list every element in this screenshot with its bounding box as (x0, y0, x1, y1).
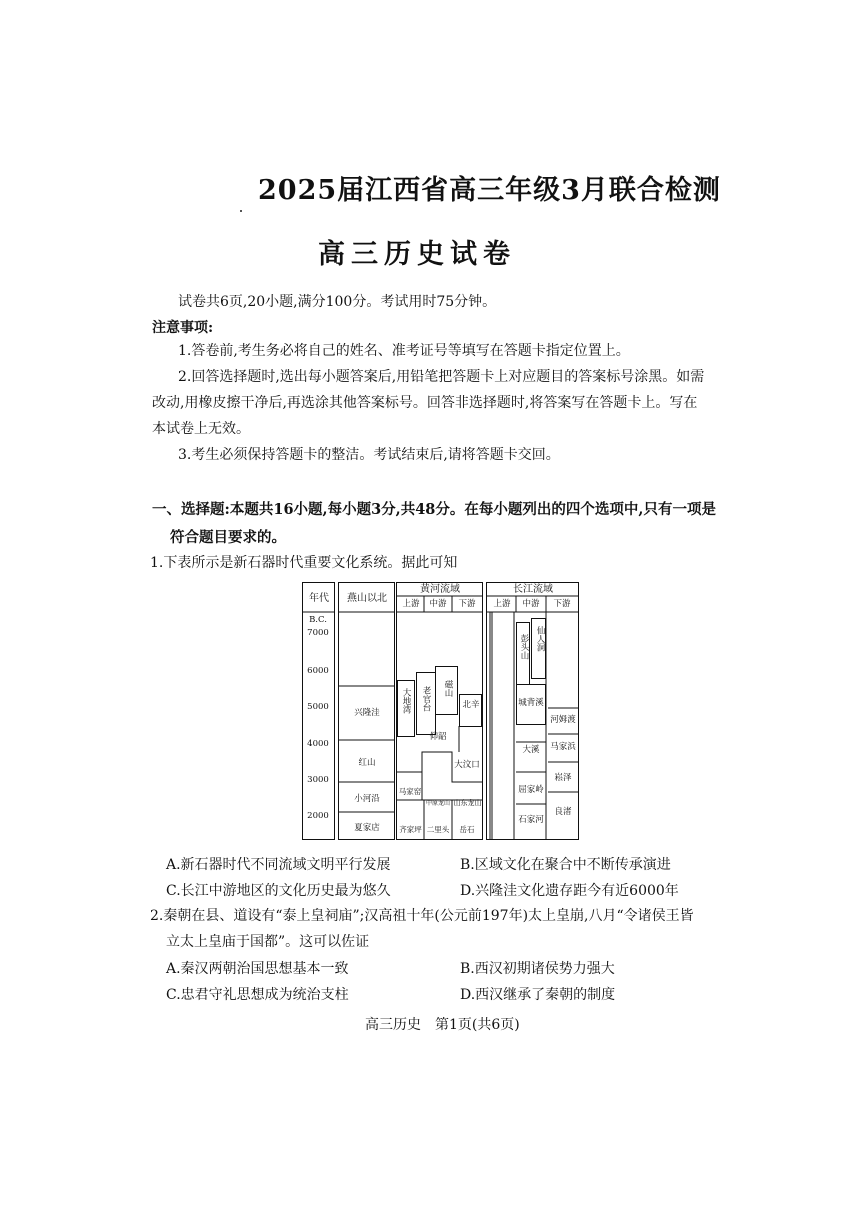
notice-heading: 注意事项: (152, 320, 214, 336)
year-label: 7000 (307, 628, 329, 638)
culture-cell: 城背溪 (518, 698, 544, 708)
culture-cell: 二里头 (426, 825, 450, 834)
exam-title: 2025届江西省高三年级3月联合检测 (258, 175, 721, 206)
yellow-sub-upper: 上游 (402, 599, 420, 609)
culture-cell: 夏家店 (354, 823, 380, 833)
culture-cell: 红山 (358, 758, 376, 768)
culture-cell: 马家窑 (398, 787, 422, 796)
culture-cell: 小河沿 (354, 794, 380, 804)
yangtze-sub-upper: 上游 (493, 599, 511, 609)
notice-item-2-line2: 改动,用橡皮擦干净后,再选涂其他答案标号。回答非选择题时,将答案写在答题卡上。写在 (152, 395, 698, 411)
culture-cell: 仰韶 (429, 732, 447, 742)
q1-option-c: C.长江中游地区的文化历史最为悠久 (166, 883, 391, 899)
culture-cell: 彭头山 (519, 634, 529, 660)
yangtze-sub-lower: 下游 (553, 599, 571, 609)
section-heading-line2: 符合题目要求的。 (170, 529, 286, 546)
culture-cell: 磁山 (443, 680, 453, 697)
yangtze-sub-middle: 中游 (522, 599, 540, 609)
q1-option-d: D.兴隆洼文化遗存距今有近6000年 (460, 883, 679, 899)
table-header-north: 燕山以北 (347, 593, 387, 604)
q1-option-a: A.新石器时代不同流域文明平行发展 (166, 857, 391, 873)
question-2-stem-line1: 2.秦朝在县、道设有“泰上皇祠庙”;汉高祖十年(公元前197年)太上皇崩,八月“令诸侯王皆 (150, 908, 694, 924)
culture-cell: 河姆渡 (550, 715, 576, 725)
table-header-yellow-river: 黄河流域 (420, 584, 460, 595)
question-1-stem: 1.下表所示是新石器时代重要文化系统。据此可知 (150, 555, 458, 571)
notice-item-3: 3.考生必须保持答题卡的整洁。考试结束后,请将答题卡交回。 (178, 447, 560, 463)
year-label: 4000 (307, 739, 329, 749)
q1-option-b: B.区域文化在聚合中不断传承演进 (460, 857, 671, 873)
q2-option-b: B.西汉初期诸侯势力强大 (460, 961, 615, 977)
notice-item-2-line3: 本试卷上无效。 (152, 421, 250, 437)
culture-cell: 老官台 (421, 686, 431, 712)
year-label: 5000 (307, 702, 329, 712)
question-2-stem-line2: 立太上皇庙于国都”。这可以佐证 (166, 934, 370, 950)
culture-cell: 崧泽 (554, 773, 572, 783)
yellow-sub-middle: 中游 (429, 599, 447, 609)
table-header-year: 年代 (309, 593, 329, 604)
culture-cell: 大汶口 (454, 760, 480, 770)
exam-subject: 高三历史试卷 (318, 239, 516, 270)
culture-cell: 仙人洞 (535, 626, 545, 652)
q2-option-a: A.秦汉两朝治国思想基本一致 (166, 961, 349, 977)
exam-intro: 试卷共6页,20小题,满分100分。考试用时75分钟。 (178, 294, 497, 310)
notice-item-1: 1.答卷前,考生务必将自己的姓名、准考证号等填写在答题卡指定位置上。 (178, 343, 630, 359)
culture-cell: 大地湾 (401, 688, 411, 714)
culture-table (302, 582, 579, 840)
culture-cell: 马家浜 (550, 742, 576, 752)
year-bc-label: B.C. (309, 615, 327, 625)
year-label: 3000 (307, 775, 329, 785)
culture-cell: 齐家坪 (399, 825, 422, 834)
culture-cell: 中原龙山 (425, 800, 450, 807)
q2-option-c: C.忠君守礼思想成为统治支柱 (166, 987, 349, 1003)
page-footer: 高三历史 第1页(共6页) (365, 1017, 520, 1033)
q2-option-d: D.西汉继承了秦朝的制度 (460, 987, 616, 1003)
yellow-sub-lower: 下游 (458, 599, 476, 609)
table-header-yangtze: 长江流域 (513, 584, 553, 595)
section-heading-line1: 一、选择题:本题共16小题,每小题3分,共48分。在每小题列出的四个选项中,只有一项是 (152, 501, 716, 518)
culture-cell: 山东龙山 (453, 799, 482, 807)
culture-cell: 兴隆洼 (354, 708, 380, 718)
year-label: 6000 (307, 666, 329, 676)
notice-item-2-line1: 2.回答选择题时,选出每小题答案后,用铅笔把答题卡上对应题目的答案标号涂黑。如需 (178, 369, 705, 385)
culture-cell: 大溪 (522, 745, 540, 755)
culture-cell: 岳石 (459, 825, 475, 834)
culture-cell: 屈家岭 (518, 785, 544, 795)
scan-speck (240, 210, 242, 212)
year-label: 2000 (307, 811, 329, 821)
culture-cell: 良渚 (554, 807, 572, 817)
culture-cell: 石家河 (518, 815, 544, 825)
culture-cell: 北辛 (462, 700, 480, 710)
